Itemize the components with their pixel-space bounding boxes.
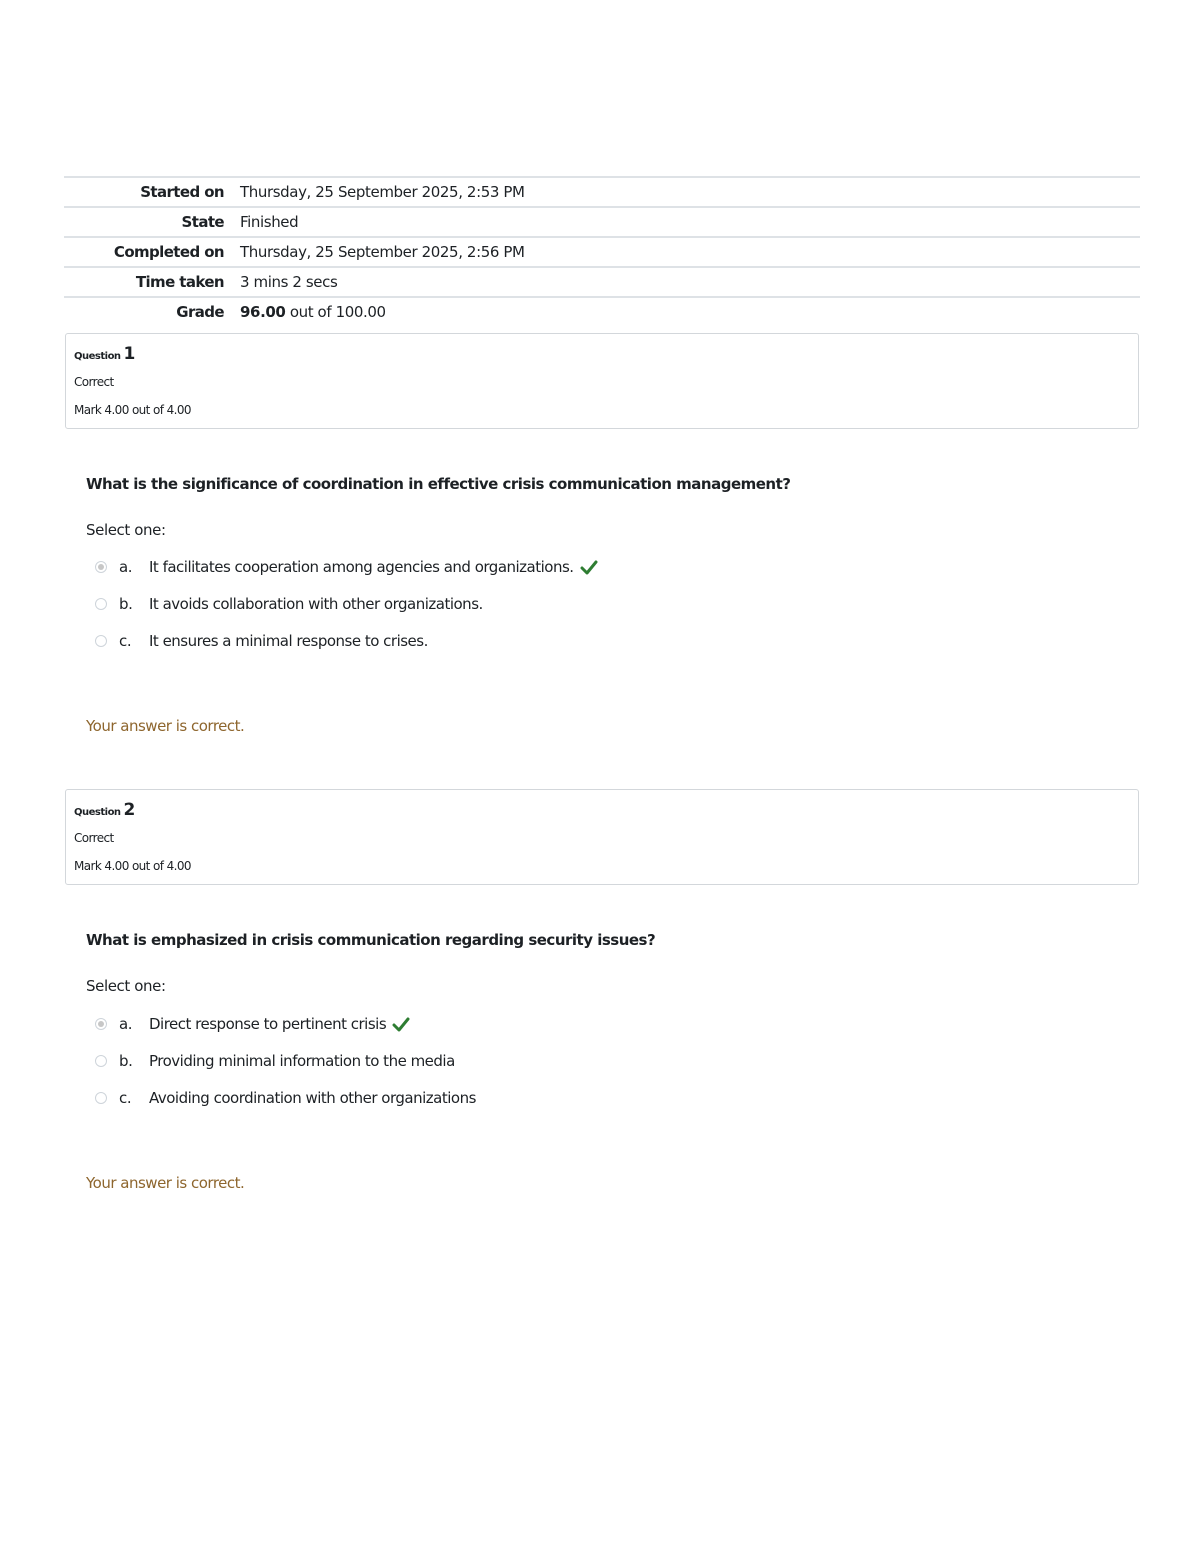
option-text: Avoiding coordination with other organizations [149, 1088, 476, 1107]
answer-options [95, 1005, 795, 1116]
question-state: Correct [74, 831, 114, 845]
question-info-1 [65, 333, 1139, 429]
option-letter: c. [119, 1088, 132, 1107]
question-label: Question [74, 807, 121, 818]
radio-button[interactable] [95, 1018, 107, 1030]
radio-button[interactable] [95, 598, 107, 610]
radio-button[interactable] [95, 1055, 107, 1067]
summary-label: Time taken [135, 273, 224, 291]
question-label: Question [74, 351, 121, 362]
option-letter: b. [119, 594, 133, 613]
option-text: Providing minimal information to the media [149, 1051, 455, 1070]
option-letter: b. [119, 1051, 133, 1070]
grade-value [236, 297, 1140, 326]
answer-option[interactable] [95, 1005, 795, 1042]
summary-label: State [181, 213, 224, 231]
option-letter: a. [119, 1014, 133, 1033]
quiz-summary-table [64, 176, 1140, 326]
option-text: It avoids collaboration with other organizations. [149, 594, 483, 613]
grade-suffix: out of 100.00 [289, 303, 386, 321]
question-number-value: 1 [123, 344, 135, 364]
select-prompt: Select one: [86, 521, 166, 539]
radio-button[interactable] [95, 1092, 107, 1104]
check-icon [580, 559, 598, 575]
question-info-2 [65, 789, 1139, 885]
summary-row [64, 177, 1140, 207]
answer-options [95, 548, 795, 659]
summary-label: Completed on [113, 243, 224, 261]
question-number [74, 800, 135, 820]
answer-option[interactable] [95, 548, 795, 585]
answer-option[interactable] [95, 622, 795, 659]
grade-label: Grade [176, 303, 224, 321]
answer-feedback: Your answer is correct. [86, 717, 245, 735]
question-mark: Mark 4.00 out of 4.00 [74, 403, 191, 417]
question-mark: Mark 4.00 out of 4.00 [74, 859, 191, 873]
check-icon [392, 1016, 410, 1032]
answer-option[interactable] [95, 1079, 795, 1116]
question-text: What is the significance of coordination in effective crisis communication management? [86, 475, 791, 493]
summary-row [64, 267, 1140, 297]
option-text: Direct response to pertinent crisis [149, 1014, 387, 1033]
summary-label: Started on [140, 183, 224, 201]
select-prompt: Select one: [86, 977, 166, 995]
summary-row [64, 207, 1140, 237]
answer-feedback: Your answer is correct. [86, 1174, 245, 1192]
question-state: Correct [74, 375, 114, 389]
question-text: What is emphasized in crisis communication regarding security issues? [86, 931, 656, 949]
option-letter: a. [119, 557, 133, 576]
summary-value: Thursday, 25 September 2025, 2:56 PM [240, 243, 525, 261]
summary-value: 3 mins 2 secs [240, 273, 338, 291]
summary-value: Thursday, 25 September 2025, 2:53 PM [240, 183, 525, 201]
answer-option[interactable] [95, 1042, 795, 1079]
summary-value: Finished [240, 213, 299, 231]
summary-row-grade [64, 297, 1140, 326]
radio-button[interactable] [95, 635, 107, 647]
question-number-value: 2 [123, 800, 135, 820]
option-letter: c. [119, 631, 132, 650]
option-text: It ensures a minimal response to crises. [149, 631, 428, 650]
answer-option[interactable] [95, 585, 795, 622]
question-number [74, 344, 135, 364]
summary-row [64, 237, 1140, 267]
grade-score: 96.00 [240, 303, 286, 321]
radio-button[interactable] [95, 561, 107, 573]
option-text: It facilitates cooperation among agencies and organizations. [149, 557, 574, 576]
